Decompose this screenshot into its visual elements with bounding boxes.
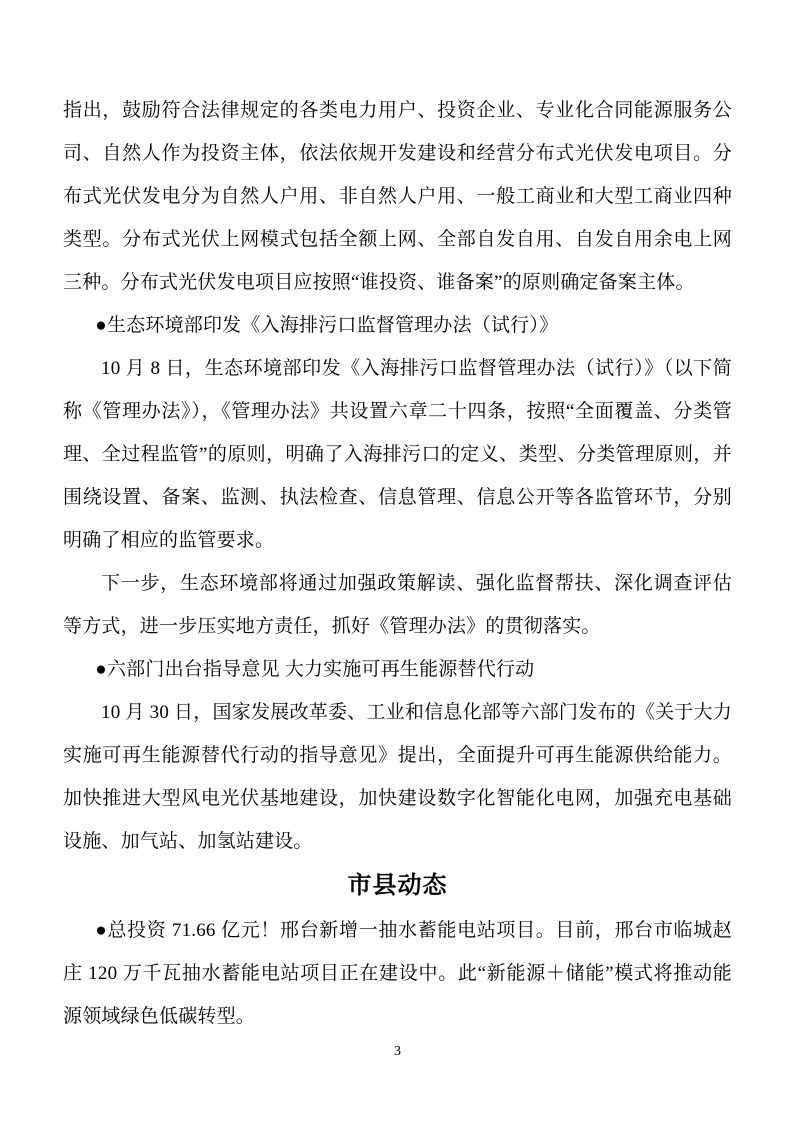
paragraph-mee-measures-detail: 10 月 8 日，生态环境部印发《入海排污口监督管理办法（试行）》（以下简称《管理办法》），《管理办法》共设置六章二十四条，按照“全面覆盖、分类管理、全过程监管”的原则，明确了入海排污口的定义、类型、分类管理原则，并围绕设置、备案、监测、执法检查、信息管理、信息公开等各监管环节，分别明确了相应的监管要求。 [63, 358, 732, 551]
page-number: 3 [394, 1044, 401, 1059]
bullet-headline-mee-measures: ●生态环境部印发《入海排污口监督管理办法（试行）》 [95, 315, 559, 336]
document-body [63, 89, 732, 1038]
paragraph-mee-next-step: 下一步，生态环境部将通过加强政策解读、强化监督帮扶、深化调查评估等方式，进一步压实地方责任，抓好《管理办法》的贯彻落实。 [63, 573, 732, 637]
paragraph-six-departments-detail: 10 月 30 日，国家发展改革委、工业和信息化部等六部门发布的《关于大力实施可再生能源替代行动的指导意见》提出，全面提升可再生能源供给能力。加快推进大型风电光伏基地建设，加快建设数字化智能化电网，加强充电基础设施、加气站、加氢站建设。 [63, 702, 732, 852]
bullet-headline-six-departments: ●六部门出台指导意见 大力实施可再生能源替代行动 [95, 659, 535, 680]
bullet-paragraph-xingtai-project: ●总投资 71.66 亿元！邢台新增一抽水蓄能电站项目。目前，邢台市临城赵庄 120 万千瓦抽水蓄能电站项目正在建设中。此“新能源＋储能”模式将推动能源领域绿色低碳转型。 [63, 920, 732, 1027]
paragraph-distributed-pv-continuation: 指出，鼓励符合法律规定的各类电力用户、投资企业、专业化合同能源服务公司、自然人作为投资主体，依法依规开发建设和经营分布式光伏发电项目。分布式光伏发电分为自然人户用、非自然人户用、一般工商业和大型工商业四种类型。分布式光伏上网模式包括全额上网、全部自发自用、自发自用余电上网三种。分布式光伏发电项目应按照“谁投资、谁备案”的原则确定备案主体。 [63, 100, 732, 293]
section-heading-city-county-news: 市县动态 [347, 872, 448, 899]
